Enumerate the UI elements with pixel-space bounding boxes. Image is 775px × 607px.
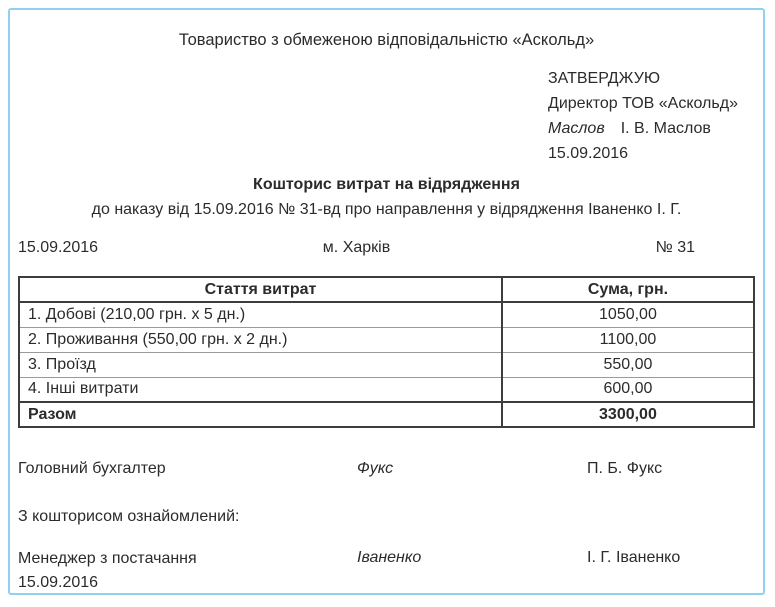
- approval-stamp: ЗАТВЕРДЖУЮ: [548, 70, 661, 87]
- expense-item: 2. Проживання (550,00 грн. х 2 дн.): [19, 327, 502, 352]
- manager-name: І. Г. Іваненко: [587, 549, 681, 566]
- expense-amount: 550,00: [502, 352, 754, 377]
- accountant-signature-row: [18, 458, 755, 480]
- table-total-row: [19, 402, 754, 427]
- manager-date: 15.09.2016: [18, 574, 99, 591]
- approval-position: Директор ТОВ «Аскольд»: [548, 95, 738, 112]
- expense-amount: 1050,00: [502, 302, 754, 327]
- approval-date: 15.09.2016: [548, 145, 629, 162]
- manager-position: Менеджер з постачання: [18, 550, 197, 567]
- table-row: [19, 327, 754, 352]
- total-amount: 3300,00: [502, 402, 754, 427]
- document-number: № 31: [655, 239, 696, 256]
- director-name: І. В. Маслов: [620, 120, 711, 137]
- expense-amount: 600,00: [502, 377, 754, 402]
- approval-signature-line: [548, 116, 755, 141]
- table-header-row: [19, 277, 754, 302]
- manager-signature: Іваненко: [357, 549, 422, 566]
- document-subtitle: до наказу від 15.09.2016 № 31-вд про направлення у відрядження Іваненко І. Г.: [91, 201, 682, 218]
- acknowledgement-line: З кошторисом ознайомлений:: [18, 508, 240, 525]
- expense-table: [18, 276, 755, 428]
- total-label: Разом: [19, 402, 502, 427]
- expense-item: 4. Інші витрати: [19, 377, 502, 402]
- expense-estimate-document: [8, 8, 765, 595]
- column-header-amount: Сума, грн.: [502, 277, 754, 302]
- table-row: [19, 377, 754, 402]
- expense-item: 3. Проїзд: [19, 352, 502, 377]
- expense-amount: 1100,00: [502, 327, 754, 352]
- meta-row: [18, 235, 755, 260]
- approval-block: [548, 66, 755, 166]
- expense-item: 1. Добові (210,00 грн. х 5 дн.): [19, 302, 502, 327]
- column-header-item: Стаття витрат: [19, 277, 502, 302]
- document-title: Кошторис витрат на відрядження: [253, 176, 520, 193]
- accountant-name: П. Б. Фукс: [587, 460, 663, 477]
- company-name: Товариство з обмеженою відповідальністю «Аскольд»: [178, 31, 595, 49]
- accountant-signature: Фукс: [357, 460, 394, 477]
- table-row: [19, 352, 754, 377]
- director-signature: Маслов: [548, 120, 605, 137]
- manager-position-block: [18, 547, 357, 595]
- document-city: м. Харків: [322, 239, 391, 256]
- table-row: [19, 302, 754, 327]
- manager-signature-row: [18, 547, 755, 595]
- accountant-position: Головний бухгалтер: [18, 460, 166, 477]
- document-date: 15.09.2016: [18, 239, 99, 256]
